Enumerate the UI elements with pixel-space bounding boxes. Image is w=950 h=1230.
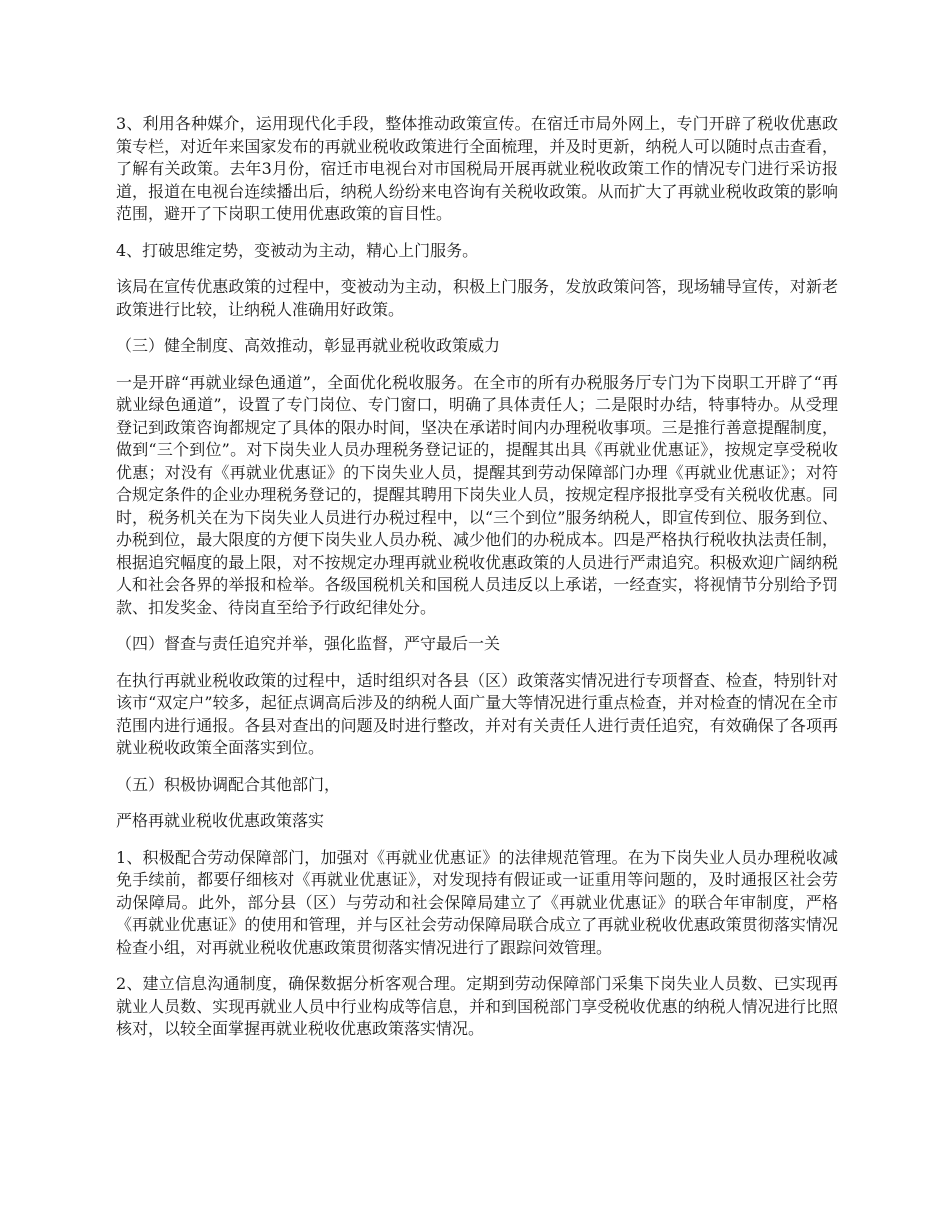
paragraph-inspection: 在执行再就业税收政策的过程中，适时组织对各县（区）政策落实情况进行专项督查、检查，特别针对该市“双定户”较多，起征点调高后涉及的纳税人面广量大等情况进行重点检查，并对检查的情况在全市范围内进行通报。各县对查出的问题及时进行整改，并对有关责任人进行责任追究，有效确保了各项再就业税收政策全面落实到位。 [116,670,838,757]
section-heading-3: （三）健全制度、高效推动，彰显再就业税收政策威力 [116,336,501,355]
paragraph-door-service: 该局在宣传优惠政策的过程中，变被动为主动，积极上门服务，发放政策问答，现场辅导宣传，对新老政策进行比较，让纳税人准确用好政策。 [116,277,838,319]
paragraph-labor-coordination: 1、积极配合劳动保障部门，加强对《再就业优惠证》的法律规范管理。在为下岗失业人员办理税收减免手续前，都要仔细核对《再就业优惠证》，对发现持有假证或一证重用等问题的，及时通报区社会劳动保障局。此外，部分县（区）与劳动和社会保障局建立了《再就业优惠证》的联合年审制度，严格《再就业优惠证》的使用和管理，并与区社会劳动保障局联合成立了再就业税收优惠政策贯彻落实情况检查小组，对再就业税收优惠政策贯彻落实情况进行了跟踪问效管理。 [116,847,838,957]
section-heading-4: （四）督查与责任追究并举，强化监督，严守最后一关 [116,634,501,653]
paragraph-door-service-heading: 4、打破思维定势，变被动为主动，精心上门服务。 [116,240,479,260]
paragraph-media-publicity: 3、利用各种媒介，运用现代化手段，整体推动政策宣传。在宿迁市局外网上，专门开辟了税收优惠政策专栏，对近年来国家发布的再就业税收政策进行全面梳理，并及时更新，纳税人可以随时点击查看，了解有关政策。去年3月份，宿迁市电视台对市国税局开展再就业税收政策工作的情况专门进行采访报道，报道在电视台连续播出后，纳税人纷纷来电咨询有关税收政策。从而扩大了再就业税收政策的影响范围，避开了下岗职工使用优惠政策的盲目性。 [116,114,838,223]
paragraph-green-channel: 一是开辟“再就业绿色通道”，全面优化税收服务。在全市的所有办税服务厅专门为下岗职工开辟了“再就业绿色通道”，设置了专门岗位、专门窗口，明确了具体责任人；二是限时办结，特事特办。从受理登记到政策咨询都规定了具体的限办时间，坚决在承诺时间内办理税收事项。三是推行善意提醒制度，做到“三个到位”。对下岗失业人员办理税务登记证的，提醒其出具《再就业优惠证》，按规定享受税收优惠；对没有《再就业优惠证》的下岗失业人员，提醒其到劳动保障部门办理《再就业优惠证》；对符合规定条件的企业办理税务登记的，提醒其聘用下岗失业人员，按规定程序报批享受有关税收优惠。同时，税务机关在为下岗失业人员进行办税过程中，以“三个到位”服务纳税人，即宣传到位、服务到位、办税到位，最大限度的方便下岗失业人员办税、减少他们的办税成本。四是严格执行税收执法责任制，根据追究幅度的最上限，对不按规定办理再就业税收优惠政策的人员进行严肃追究。积极欢迎广阔纳税人和社会各界的举报和检举。各级国税机关和国税人员违反以上承诺，一经查实，将视情节分别给予罚款、扣发奖金、待岗直至给予行政纪律处分。 [116,372,838,617]
document-body [116,113,838,1055]
section-subheading-5: 严格再就业税收优惠政策落实 [116,811,325,830]
paragraph-info-communication: 2、建立信息沟通制度，确保数据分析客观合理。定期到劳动保障部门采集下岗失业人员数、已实现再就业人员数、实现再就业人员中行业构成等信息，并和到国税部门享受税收优惠的纳税人情况进行比照核对，以较全面掌握再就业税收优惠政策落实情况。 [116,974,838,1038]
section-heading-5: （五）积极协调配合其他部门， [116,774,341,794]
